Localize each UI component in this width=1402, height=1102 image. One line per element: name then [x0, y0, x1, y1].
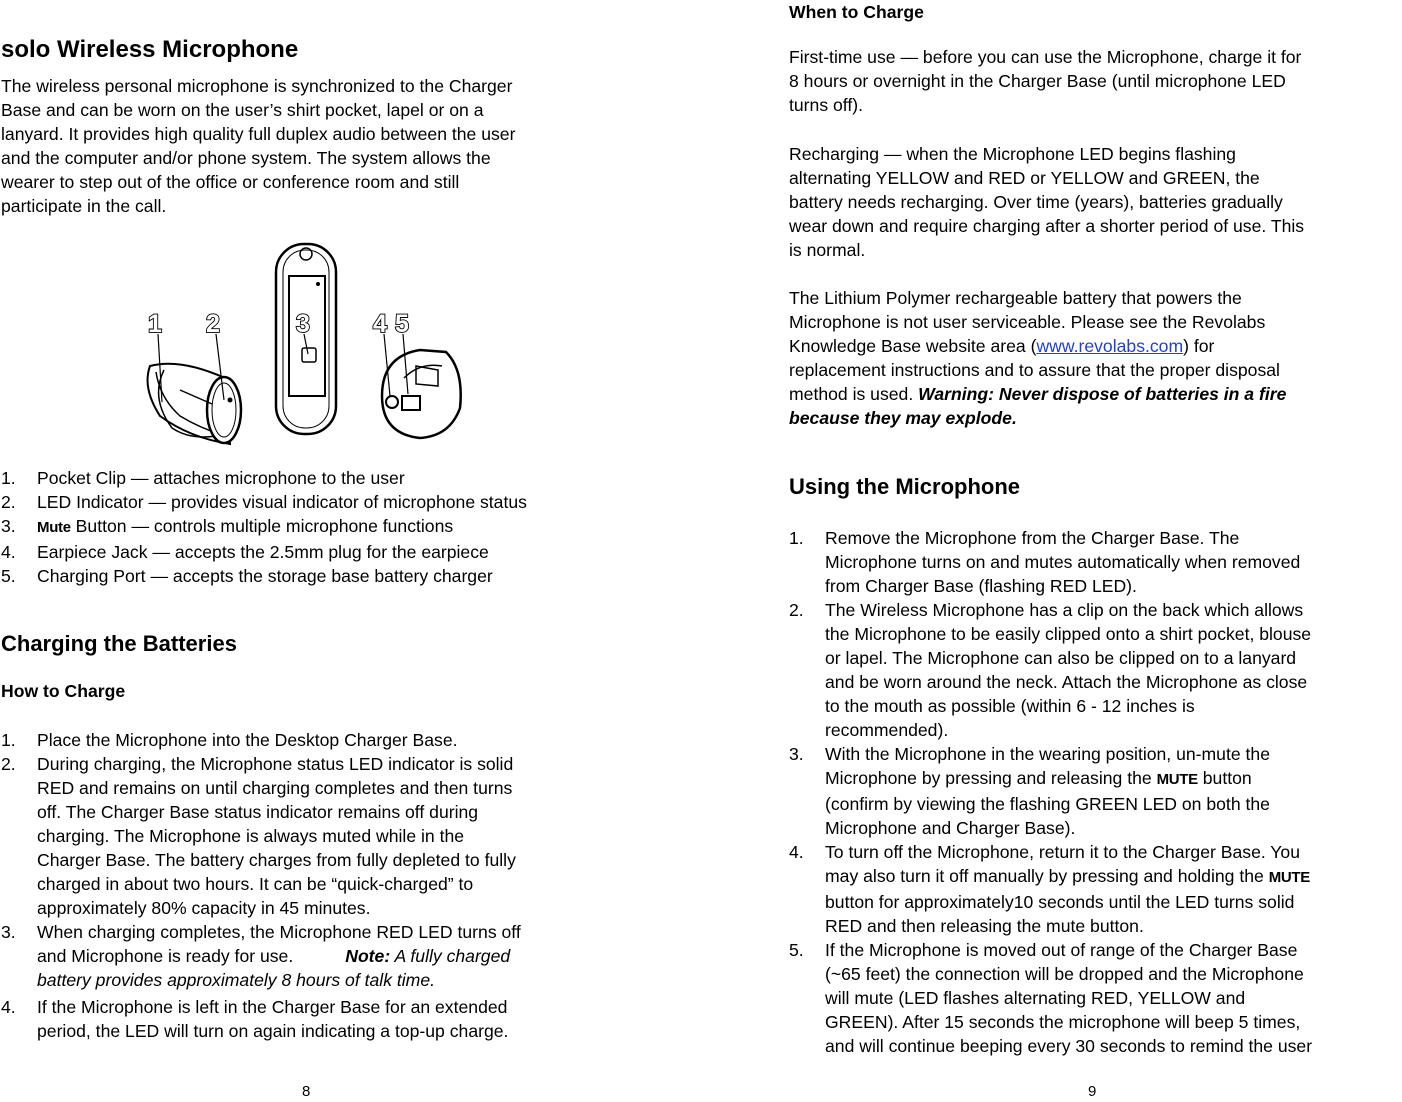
list-item: [1, 514, 527, 540]
paragraph-line: First-time use — before you can use the Microphone, charge it for: [789, 47, 1302, 67]
warning-text: because they may explode.: [789, 408, 1017, 428]
list-text: off. The Charger Base status indicator remains off during: [37, 802, 479, 822]
list-text: Place the Microphone into the Desktop Charger Base.: [37, 730, 458, 750]
lithium-paragraph: [789, 286, 1286, 430]
list-text: Microphone and Charger Base).: [825, 818, 1076, 838]
list-text: LED Indicator — provides visual indicator of microphone status: [37, 492, 527, 512]
parts-list: [1, 466, 527, 588]
recharging-paragraph: [789, 142, 1304, 262]
list-item: [1, 752, 521, 920]
page-title: solo Wireless Microphone: [1, 36, 299, 63]
list-text: will mute (LED flashes alternating RED, YELLOW and: [825, 988, 1246, 1008]
list-item: [789, 742, 1312, 840]
microphone-side-view-icon: [148, 364, 241, 444]
intro-line: The wireless personal microphone is synchronized to the Charger: [1, 76, 513, 96]
paragraph-line: Knowledge Base website area (: [789, 336, 1037, 356]
list-number: 3.: [1, 516, 16, 536]
microphone-front-view-icon: [276, 244, 336, 434]
list-text: Earpiece Jack — accepts the 2.5mm plug for the earpiece: [37, 542, 489, 562]
list-text: When charging completes, the Microphone RED LED turns off: [37, 922, 521, 942]
callout-3: 3: [296, 310, 310, 338]
note-text: A fully charged: [390, 946, 511, 966]
list-text: and be worn around the neck. Attach the Microphone as close: [825, 672, 1308, 692]
list-text: Charging Port — accepts the storage base battery charger: [37, 566, 493, 586]
list-text: GREEN). After 15 seconds the microphone will beep 5 times,: [825, 1012, 1301, 1032]
list-text: The Wireless Microphone has a clip on the back which allows: [825, 600, 1304, 620]
left-page: [0, 0, 700, 1102]
list-item: [789, 938, 1312, 1058]
paragraph-line: wear down and require charging after a shorter period of use. This: [789, 216, 1305, 236]
right-page: [788, 0, 1402, 1102]
list-item: [1, 540, 527, 564]
list-text: button for approximately10 seconds until the LED turns solid: [825, 892, 1295, 912]
subsection-title-how-to-charge: How to Charge: [1, 681, 126, 701]
note-label: Note:: [345, 946, 391, 966]
list-item: [1, 920, 521, 992]
paragraph-line: ) for: [1183, 336, 1215, 356]
list-text: Pocket Clip — attaches microphone to the user: [37, 468, 405, 488]
callout-2: 2: [206, 310, 220, 338]
list-item: [1, 564, 527, 588]
list-text: With the Microphone in the wearing position, un-mute the: [825, 744, 1270, 764]
list-number: 2.: [1, 492, 16, 512]
list-item: [789, 598, 1312, 742]
list-text: Microphone by pressing and releasing the: [825, 768, 1157, 788]
list-item: [789, 526, 1312, 598]
mute-label: MUTE: [1156, 771, 1198, 788]
paragraph-line: method is used.: [789, 384, 919, 404]
section-title-using: Using the Microphone: [789, 474, 1020, 499]
paragraph-line: battery needs recharging. Over time (years), batteries gradually: [789, 192, 1283, 212]
list-text: (confirm by viewing the flashing GREEN LED on both the: [825, 794, 1270, 814]
list-text: approximately 80% capacity in 45 minutes.: [37, 898, 371, 918]
paragraph-line: is normal.: [789, 240, 866, 260]
callout-5: 5: [395, 310, 409, 338]
list-text: or lapel. The Microphone can also be clipped on to a lanyard: [825, 648, 1297, 668]
list-text: to the mouth as possible (within 6 - 12 inches is: [825, 696, 1195, 716]
section-title-charging: Charging the Batteries: [1, 631, 237, 656]
page-number: 9: [1088, 1083, 1097, 1100]
paragraph-line: The Lithium Polymer rechargeable battery that powers the: [789, 288, 1242, 308]
list-text: RED and remains on until charging completes and then turns: [37, 778, 513, 798]
microphone-bottom-view-icon: [382, 350, 461, 438]
list-text: RED and then releasing the mute button.: [825, 916, 1144, 936]
intro-line: lanyard. It provides high quality full duplex audio between the user: [1, 124, 516, 144]
paragraph-line: 8 hours or overnight in the Charger Base (until microphone LED: [789, 71, 1286, 91]
list-text: If the Microphone is moved out of range of the Charger Base: [825, 940, 1298, 960]
intro-paragraph: [1, 74, 515, 218]
mute-label: MUTE: [1268, 869, 1310, 886]
list-number: 2.: [1, 754, 16, 774]
list-text: period, the LED will turn on again indicating a top-up charge.: [37, 1021, 509, 1041]
using-steps: [789, 526, 1312, 1058]
list-number: 5.: [789, 940, 804, 960]
intro-line: Base and can be worn on the user’s shirt pocket, lapel or on a: [1, 100, 484, 120]
list-number: 4.: [789, 842, 804, 862]
list-text: Remove the Microphone from the Charger Base. The: [825, 528, 1240, 548]
list-item: [1, 995, 521, 1043]
list-text: charged in about two hours. It can be “quick-charged” to: [37, 874, 474, 894]
list-number: 2.: [789, 600, 804, 620]
list-text: button: [1197, 768, 1252, 788]
page-number: 8: [302, 1083, 311, 1100]
mute-label: Mute: [37, 519, 71, 536]
note-text: battery provides approximately 8 hours of talk time.: [37, 970, 435, 990]
paragraph-line: replacement instructions and to assure that the proper disposal: [789, 360, 1280, 380]
paragraph-line: Microphone is not user serviceable. Please see the Revolabs: [789, 312, 1266, 332]
microphone-diagram: [120, 238, 480, 450]
list-text: may also turn it off manually by pressing and holding the: [825, 866, 1269, 886]
list-text: (~65 feet) the connection will be dropped and the Microphone: [825, 964, 1304, 984]
list-text: Microphone turns on and mutes automatically when removed: [825, 552, 1301, 572]
list-text: and Microphone is ready for use.: [37, 946, 294, 966]
list-text: Button — controls multiple microphone functions: [70, 516, 454, 536]
paragraph-line: turns off).: [789, 95, 863, 115]
list-number: 4.: [1, 542, 16, 562]
list-number: 3.: [1, 922, 16, 942]
list-item: [1, 466, 527, 490]
list-text: If the Microphone is left in the Charger Base for an extended: [37, 997, 508, 1017]
list-text: from Charger Base (flashing RED LED).: [825, 576, 1137, 596]
revolabs-link[interactable]: www.revolabs.com: [1036, 336, 1184, 356]
list-number: 3.: [789, 744, 804, 764]
list-number: 4.: [1, 997, 16, 1017]
list-text: charging. The Microphone is always muted while in the: [37, 826, 465, 846]
callout-4: 4: [373, 310, 387, 338]
warning-text: Warning: Never dispose of batteries in a fire: [918, 384, 1287, 404]
intro-line: and the computer and/or phone system. The system allows the: [1, 148, 491, 168]
charging-steps: [1, 728, 521, 1043]
section-title-when-to-charge: When to Charge: [789, 2, 924, 22]
list-item: [789, 840, 1312, 938]
intro-line: participate in the call.: [1, 196, 167, 216]
list-text: the Microphone to be easily clipped onto a shirt pocket, blouse: [825, 624, 1312, 644]
list-text: and will continue beeping every 30 seconds to remind the user: [825, 1036, 1313, 1056]
intro-line: wearer to step out of the office or conference room and still: [1, 172, 460, 192]
list-text: To turn off the Microphone, return it to the Charger Base. You: [825, 842, 1300, 862]
paragraph-line: Recharging — when the Microphone LED begins flashing: [789, 144, 1236, 164]
list-item: [1, 490, 527, 514]
list-number: 1.: [1, 730, 16, 750]
list-number: 1.: [789, 528, 804, 548]
list-text: Charger Base. The battery charges from fully depleted to fully: [37, 850, 516, 870]
list-text: During charging, the Microphone status LED indicator is solid: [37, 754, 514, 774]
list-item: [1, 728, 521, 752]
paragraph-line: alternating YELLOW and RED or YELLOW and GREEN, the: [789, 168, 1260, 188]
list-text: recommended).: [825, 720, 949, 740]
first-time-paragraph: [789, 45, 1301, 117]
callout-1: 1: [148, 310, 162, 338]
list-number: 5.: [1, 566, 16, 586]
list-number: 1.: [1, 468, 16, 488]
